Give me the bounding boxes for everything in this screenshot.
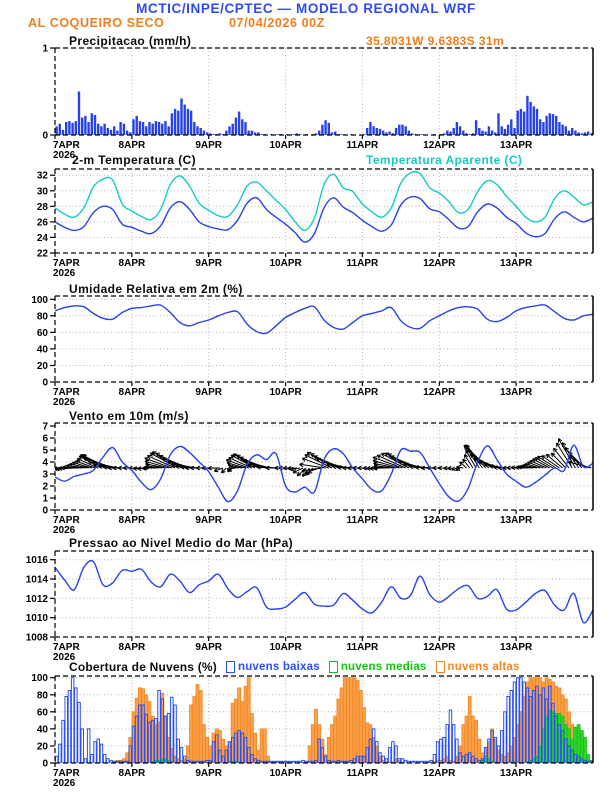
svg-text:100: 100: [31, 673, 48, 685]
svg-text:1012: 1012: [25, 593, 48, 605]
svg-text:12APR: 12APR: [423, 515, 456, 526]
svg-text:11APR: 11APR: [346, 387, 379, 398]
chart-title-precipitation: Precipitacao (mm/h): [69, 34, 192, 48]
svg-text:9APR: 9APR: [195, 140, 223, 151]
svg-text:7APR: 7APR: [53, 140, 80, 151]
svg-text:1014: 1014: [25, 574, 48, 586]
run-datetime: 07/04/2026 00Z: [229, 16, 325, 30]
legend-mid-clouds-label: nuvens medias: [340, 661, 427, 673]
svg-text:0: 0: [42, 377, 48, 389]
chart-title-pressure: Pressao ao Nivel Medio do Mar (hPa): [69, 536, 294, 550]
svg-text:7APR: 7APR: [53, 515, 80, 526]
station-coordinates: 35.8031W 9.6383S 31m: [366, 34, 505, 48]
chart-title-wind: Vento em 10m (m/s): [69, 409, 189, 423]
chart-title-temperature: 2-m Temperatura (C): [72, 153, 197, 167]
svg-text:60: 60: [36, 707, 48, 719]
svg-text:13APR: 13APR: [499, 140, 533, 151]
svg-text:22: 22: [36, 248, 48, 260]
svg-text:32: 32: [36, 170, 48, 182]
svg-text:2026: 2026: [53, 397, 76, 408]
svg-text:11APR: 11APR: [346, 768, 379, 779]
svg-text:10APR: 10APR: [269, 140, 302, 151]
svg-text:2026: 2026: [53, 652, 76, 663]
svg-text:12APR: 12APR: [423, 140, 456, 151]
svg-text:80: 80: [36, 690, 48, 702]
svg-text:8APR: 8APR: [118, 642, 146, 653]
svg-text:2026: 2026: [53, 525, 76, 536]
legend-apparent-temperature: Temperatura Aparente (C): [366, 153, 523, 167]
svg-text:80: 80: [36, 311, 48, 323]
svg-text:6: 6: [42, 433, 48, 445]
svg-text:3: 3: [42, 469, 48, 481]
svg-text:1016: 1016: [25, 555, 48, 567]
svg-text:10APR: 10APR: [269, 387, 302, 398]
svg-text:0: 0: [42, 505, 48, 517]
svg-text:13APR: 13APR: [499, 515, 533, 526]
svg-text:2026: 2026: [53, 150, 76, 161]
svg-text:0: 0: [42, 130, 48, 142]
svg-text:7: 7: [42, 421, 48, 433]
svg-text:1008: 1008: [25, 632, 48, 644]
svg-text:10APR: 10APR: [269, 258, 302, 269]
svg-text:1: 1: [42, 493, 48, 505]
chart-title-humidity: Umidade Relativa em 2m (%): [69, 282, 243, 296]
svg-text:20: 20: [36, 361, 48, 372]
svg-text:100: 100: [31, 294, 48, 306]
svg-text:9APR: 9APR: [195, 258, 223, 269]
svg-text:12APR: 12APR: [423, 387, 456, 398]
svg-text:26: 26: [36, 217, 48, 229]
svg-text:7APR: 7APR: [53, 642, 80, 653]
svg-text:8APR: 8APR: [118, 515, 146, 526]
station-name: AL COQUEIRO SECO: [28, 16, 165, 30]
svg-text:13APR: 13APR: [499, 642, 533, 653]
svg-text:11APR: 11APR: [346, 515, 379, 526]
svg-text:13APR: 13APR: [499, 387, 533, 398]
svg-text:0: 0: [42, 758, 48, 770]
svg-text:1: 1: [42, 43, 48, 55]
svg-text:10APR: 10APR: [269, 768, 302, 779]
svg-text:30: 30: [36, 186, 48, 198]
svg-text:40: 40: [36, 724, 48, 736]
svg-text:4: 4: [42, 457, 48, 469]
svg-text:11APR: 11APR: [346, 642, 379, 653]
svg-text:9APR: 9APR: [195, 515, 223, 526]
svg-text:60: 60: [36, 327, 48, 339]
svg-text:8APR: 8APR: [118, 387, 146, 398]
svg-text:7APR: 7APR: [53, 768, 80, 779]
svg-text:2026: 2026: [53, 268, 76, 279]
chart-title-clouds: Cobertura de Nuvens (%): [69, 660, 217, 674]
svg-text:5: 5: [42, 445, 48, 457]
svg-text:10APR: 10APR: [269, 642, 302, 653]
svg-text:1010: 1010: [25, 613, 48, 625]
svg-text:7APR: 7APR: [53, 258, 80, 269]
svg-text:2026: 2026: [53, 778, 76, 789]
svg-text:9APR: 9APR: [195, 768, 223, 779]
svg-text:13APR: 13APR: [499, 768, 533, 779]
svg-text:11APR: 11APR: [346, 258, 379, 269]
svg-text:24: 24: [36, 232, 48, 244]
svg-text:8APR: 8APR: [118, 258, 146, 269]
svg-text:2: 2: [42, 481, 48, 493]
svg-text:9APR: 9APR: [195, 387, 223, 398]
page-title: MCTIC/INPE/CPTEC — MODELO REGIONAL WRF: [136, 1, 476, 16]
svg-text:20: 20: [36, 741, 48, 753]
svg-text:8APR: 8APR: [118, 140, 146, 151]
svg-text:9APR: 9APR: [195, 642, 223, 653]
svg-text:12APR: 12APR: [423, 258, 456, 269]
svg-text:13APR: 13APR: [499, 258, 533, 269]
legend-low-clouds-label: nuvens baixas: [237, 661, 320, 673]
svg-text:28: 28: [36, 201, 48, 213]
svg-text:10APR: 10APR: [269, 515, 302, 526]
legend-high-clouds-label: nuvens altas: [447, 661, 520, 673]
svg-text:8APR: 8APR: [118, 768, 146, 779]
svg-text:12APR: 12APR: [423, 642, 456, 653]
svg-text:12APR: 12APR: [423, 768, 456, 779]
svg-text:11APR: 11APR: [346, 140, 379, 151]
svg-text:7APR: 7APR: [53, 387, 80, 398]
svg-text:40: 40: [36, 344, 48, 356]
